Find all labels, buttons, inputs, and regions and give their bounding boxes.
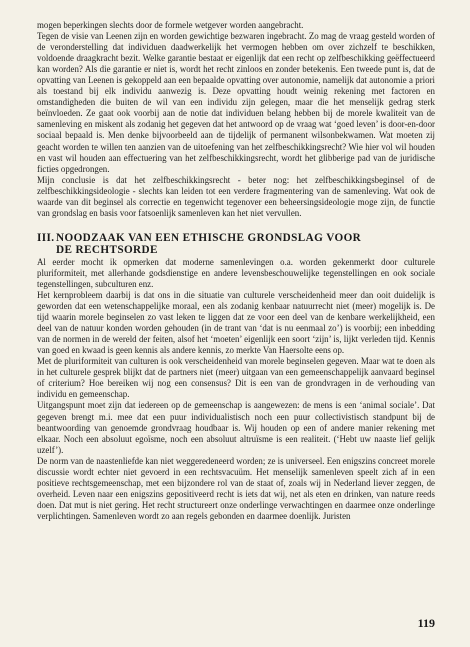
paragraph: Mijn conclusie is dat het zelfbeschikkingsrecht - beter nog: het zelfbeschikkingsbeginsel of de zelfbeschikkingsideologie - slechts kan leiden tot een verdere fragmentering van de samenleving. Wat ook de waarde van dit beginsel als correctie en tegenwicht tegenover een beheersingsideologie moge zijn, de functie van grondslag en basis voor fatsoenlijk samenleven kan het niet vervullen. <box>37 174 435 218</box>
section-number: III. <box>37 231 55 244</box>
paragraph: Het kernprobleem daarbij is dat ons in die situatie van culturele verscheidenheid meer dan ooit duidelijk is geworden dat een wetenschappelijke moraal, een als zodanig kenbaar natuurrecht niet (meer) mogelijk is. De tijd waarin morele beginselen zo vast leken te liggen dat ze voor een deel van de kenbare werkelijkheid, een deel van de natuur konden worden gehouden (in de trant van ‘dat is nu eenmaal zo’) is voorbij; een inbedding van de normen in de wereld der feiten, alsof het ‘moeten’ eigenlijk een soort ‘zijn’ is, lijkt verleden tijd. Kennis van goed en kwaad is geen kennis als andere kennis, zo merkte Van Haersolte eens op. <box>37 289 435 356</box>
section-title-line-2: DE RECHTSORDE <box>56 243 158 256</box>
paragraph: Tegen de visie van Leenen zijn en worden gewichtige bezwaren ingebracht. Zo mag de vraag gesteld worden of de veronderstelling dat individuen daadwerkelijk het vermogen hebben om over zichzelf te beschikken, voldoende draagkracht bezit. Welke garantie bestaat er eigenlijk dat een recht op zelfbeschikking geëffectueerd kan worden? Als die garantie er niet is, wordt het recht zinloos en zonder betekenis. Een tweede punt is, dat de opvatting van Leenen is gekoppeld aan een bepaalde opvatting over autonomie, namelijk dat autonomie a priori als toestand bij elk individu aanwezig is. Deze opvatting houdt weinig rekening met factoren en omstandigheden die buiten de wil van een individu zijn gelegen, maar die het menselijk gedrag sterk beïnvloeden. Ze gaat ook voorbij aan de notie dat individuen belang hebben bij de morele kwaliteit van de samenleving en miskent als zodanig het gegeven dat het antwoord op de vraag wat ‘goed leven’ is door-en-door sociaal bepaald is. Men denke bijvoorbeeld aan de tijdelijk of permanent wilsonbekwamen. Wat moeten zij geacht worden te willen ten aanzien van de uitoefening van het zelfbeschikkingsrecht? Wie hier vol wil houden en vast wil houden aan effectuering van het zelfbeschikkingsrecht, wordt het glibberige pad van de juridische ficties opgedrongen. <box>37 31 435 174</box>
paragraph: De norm van de naastenliefde kan niet weggeredeneerd worden; ze is universeel. Een enigszins concreet morele discussie wordt echter niet gevoerd in een rechtsvacuüm. Het menselijk samenleven speelt zich af in een positieve rechtsgemeenschap, met een bijzondere rol van de staat of, zoals wij in Nederland liever zeggen, de overheid. Leven naar een enigszins gepositiveerd recht is iets dat wij, net als eten en drinken, van nature reeds doen. Dat mut is niet gering. Het recht structureert onze onderlinge verwachtingen en daarmee onze onderlinge verplichtingen. Samenleven wordt zo aan regels gebonden en daarmee doenlijk. Juristen <box>37 455 435 521</box>
paragraph: Met de pluriformiteit van culturen is ook verscheidenheid van morele beginselen gegeven. Maar wat te doen als in het culturele gesprek blijkt dat de partners niet (meer) uitgaan van een gemeenschappelijk aanvaard beginsel of criterium? Hoe bereiken wij nog een consensus? Dit is een van de grondvragen in de verhouding van individu en gemeenschap. <box>37 356 435 400</box>
body-text <box>37 20 435 522</box>
section-title-line-1: NOODZAAK VAN EEN ETHISCHE GRONDSLAG VOOR <box>56 231 362 244</box>
paragraph: Al eerder mocht ik opmerken dat moderne samenlevingen o.a. worden gekenmerkt door culturele pluriformiteit, met allerhande godsdienstige en andere levensbeschouwelijke tegenstellingen en ook sociale tegenstellingen, subculturen enz. <box>37 256 435 289</box>
page-number: 119 <box>417 616 435 630</box>
paragraph: mogen beperkingen slechts door de formele wetgever worden aangebracht. <box>37 20 304 30</box>
paragraph: Uitgangspunt moet zijn dat iedereen op de gemeenschap is aangewezen: de mens is een ‘animal sociale’. Dat gegeven brengt m.i. mee dat een puur individualistisch noch een puur collectivistisch standpunt bij de beantwoording van genoemde grondvraag houdbaar is. Wij houden op een of andere manier rekening met elkaar. Noch een absoluut egoïsme, noch een absoluut altruïsme is een realiteit. (‘Hebt uw naaste lief gelijk uzelf’). <box>37 400 435 455</box>
section-heading <box>37 232 435 256</box>
